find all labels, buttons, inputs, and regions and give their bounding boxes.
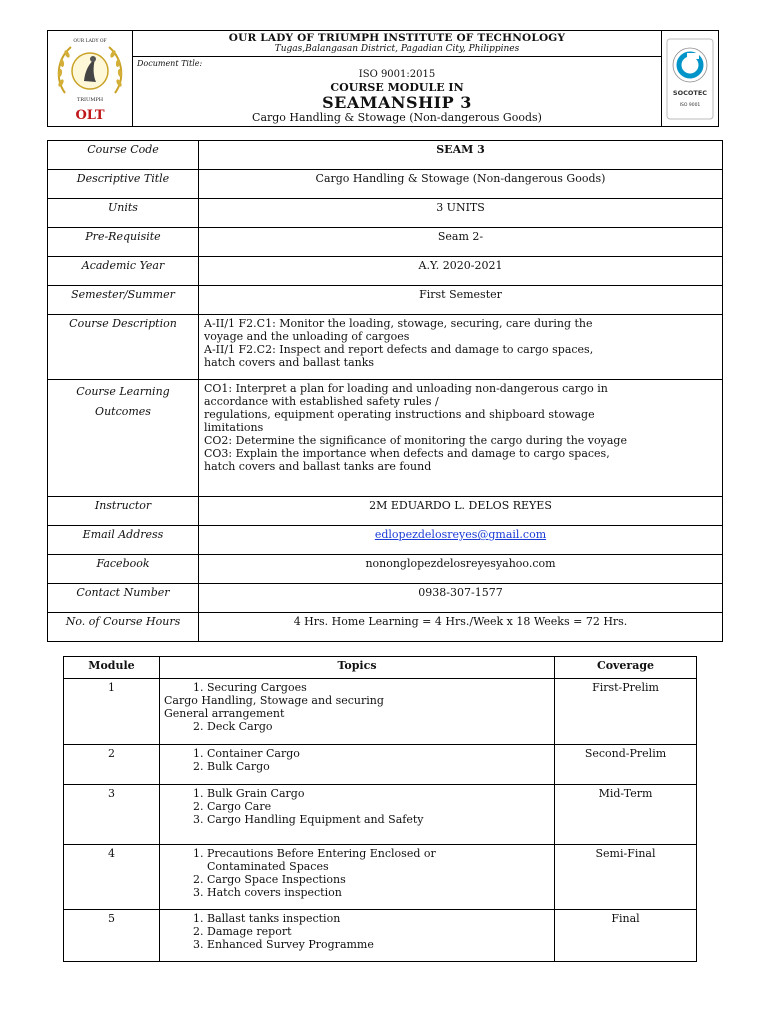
contact-number-label: Contact Number [48,584,199,613]
semester-value: First Semester [199,286,723,315]
module-coverage: Mid-Term [555,785,697,845]
table-row [48,613,723,642]
prerequisite-label: Pre-Requisite [48,228,199,257]
svg-text:TRIUMPH: TRIUMPH [76,97,104,103]
table-row [48,584,723,613]
header-title-block [132,31,662,126]
instructor-value: 2M EDUARDO L. DELOS REYES [199,497,723,526]
table-row [48,497,723,526]
institution-address: Tugas,Balangasan District, Pagadian City, Philippines [274,44,520,54]
module-coverage: Second-Prelim [555,745,697,785]
prerequisite-value: Seam 2- [199,228,723,257]
module-number: 4 [64,845,160,910]
email-link[interactable]: edlopezdelosreyes@gmail.com [374,528,547,541]
table-header-row [64,657,697,679]
subject-title: SEAMANSHIP 3 [322,93,472,112]
svg-text:SOCOTEC: SOCOTEC [672,89,708,97]
school-logo-icon [51,35,129,123]
course-code-value: SEAM 3 [199,141,723,170]
facebook-label: Facebook [48,555,199,584]
module-column-header: Module [64,657,160,679]
academic-year-label: Academic Year [48,257,199,286]
svg-text:OLT: OLT [75,108,105,123]
instructor-label: Instructor [48,497,199,526]
module-number: 1 [64,679,160,745]
module-number: 5 [64,910,160,962]
school-logo-cell [48,31,133,126]
module-number: 3 [64,785,160,845]
course-info-table [47,140,723,642]
svg-text:ISO 9001: ISO 9001 [679,103,701,108]
course-description-label: Course Description [48,315,199,380]
academic-year-value: A.Y. 2020-2021 [199,257,723,286]
subject-subtitle: Cargo Handling & Stowage (Non-dangerous Goods) [252,111,542,124]
learning-outcomes-value: CO1: Interpret a plan for loading and unloading non-dangerous cargo in accordance with established safety rules / regulations, equipment operating instructions and shipboard stowage limitations CO2: Determine the significance of monitoring the cargo during the voyage CO3: Explain the importance when defects and damage to cargo spaces, hatch covers and ballast tanks are found [199,380,723,497]
coverage-column-header: Coverage [555,657,697,679]
course-hours-label: No. of Course Hours [48,613,199,642]
table-row [48,555,723,584]
facebook-value: nononglopezdelosreyesyahoo.com [199,555,723,584]
socotec-cert-icon [665,35,715,121]
module-topics-table [63,656,697,962]
iso-standard: ISO 9001:2015 [358,69,436,80]
table-row [48,170,723,199]
document-header [47,30,719,127]
table-row [48,526,723,555]
descriptive-title-value: Cargo Handling & Stowage (Non-dangerous Goods) [199,170,723,199]
module-coverage: First-Prelim [555,679,697,745]
table-row [48,228,723,257]
document-title-label: Document Title: [137,59,203,68]
course-description-value: A-II/1 F2.C1: Monitor the loading, stowage, securing, care during the voyage and the unloading of cargoes A-II/1 F2.C2: Inspect and report defects and damage to cargo spaces, hatch covers and ballast tanks [199,315,723,380]
contact-number-value: 0938-307-1577 [199,584,723,613]
module-topics: 1. Container Cargo 2. Bulk Cargo [160,745,555,785]
svg-text:OUR LADY OF: OUR LADY OF [73,39,107,44]
units-label: Units [48,199,199,228]
units-value: 3 UNITS [199,199,723,228]
descriptive-title-label: Descriptive Title [48,170,199,199]
certification-logo-cell [661,31,718,126]
table-row [64,910,697,962]
module-topics: 1. Precautions Before Entering Enclosed or Contaminated Spaces 2. Cargo Space Inspections 3. Hatch covers inspection [160,845,555,910]
table-row [48,141,723,170]
module-coverage: Final [555,910,697,962]
table-row [48,257,723,286]
table-row [48,286,723,315]
topics-column-header: Topics [160,657,555,679]
module-topics: 1. Ballast tanks inspection 2. Damage report 3. Enhanced Survey Programme [160,910,555,962]
table-row [64,845,697,910]
table-row [48,380,723,497]
table-row [48,199,723,228]
learning-outcomes-label: Course Learning Outcomes [48,380,199,497]
module-coverage: Semi-Final [555,845,697,910]
module-topics: 1. Bulk Grain Cargo 2. Cargo Care 3. Cargo Handling Equipment and Safety [160,785,555,845]
table-row [64,745,697,785]
semester-label: Semester/Summer [48,286,199,315]
email-cell [199,526,723,555]
course-hours-value: 4 Hrs. Home Learning = 4 Hrs./Week x 18 Weeks = 72 Hrs. [199,613,723,642]
course-module-label: COURSE MODULE IN [330,81,464,94]
module-topics: 1. Securing Cargoes Cargo Handling, Stowage and securing General arrangement 2. Deck Cargo [160,679,555,745]
email-label: Email Address [48,526,199,555]
module-number: 2 [64,745,160,785]
course-code-label: Course Code [48,141,199,170]
table-row [48,315,723,380]
institution-name: OUR LADY OF TRIUMPH INSTITUTE OF TECHNOLOGY [228,32,566,44]
table-row [64,785,697,845]
table-row [64,679,697,745]
